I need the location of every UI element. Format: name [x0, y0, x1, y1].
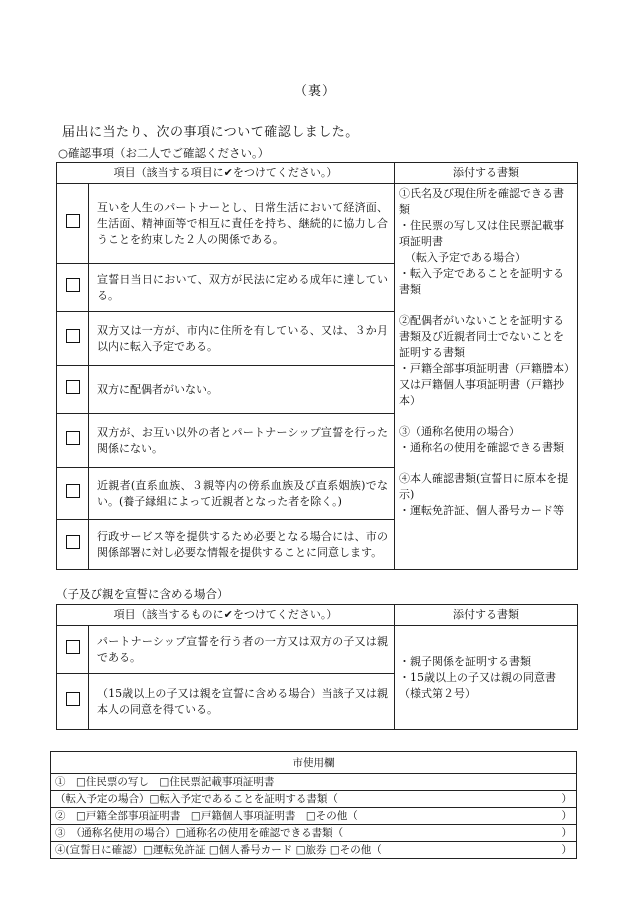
checkbox-cell[interactable] [57, 312, 89, 366]
table1-header-item: 項目（該当する項目に✔をつけてください。） [57, 163, 395, 184]
item-not-relatives: 近親者(直系血族、３親等内の傍系血族及び直系姻族)でない。(養子縁組によって近親者となった者を除く。) [89, 468, 395, 520]
attach-b1-item1: ・住民票の写し又は住民票記載事項証明書 [399, 219, 564, 248]
attach-block-2 [399, 313, 573, 409]
attach-b1-item2: ・転入予定であることを証明する書類 [399, 267, 564, 296]
checkbox-consent-15[interactable] [66, 692, 80, 706]
attach-b4-item1: ・運転免許証、個人番号カード等 [399, 504, 564, 517]
attach-documents-cell [395, 184, 578, 570]
city-use-line3-text: ② □戸籍全部事項証明書 □戸籍個人事項証明書 □その他（ [55, 810, 358, 822]
confirmation-table [56, 162, 578, 570]
attach-b4-title: ④本人確認書類(宣誓日に原本を提示) [399, 472, 569, 501]
item-residence: 双方又は一方が、市内に住所を有している、又は、３か月以内に転入予定である。 [89, 312, 395, 366]
attach-b3-item1: ・通称名の使用を確認できる書類 [399, 441, 564, 454]
attach-b1-title: ①氏名及び現住所を確認できる書類 [399, 187, 564, 216]
checkbox-info-consent[interactable] [66, 535, 80, 549]
city-use-title: 市使用欄 [51, 752, 577, 774]
checkbox-cell[interactable] [57, 414, 89, 468]
city-use-line2 [51, 791, 577, 808]
section-confirmation-label: ○確認事項（お二人でご確認ください。） [58, 146, 270, 160]
attach-b2-title: ②配偶者がいないことを証明する書類及び近親者同士でないことを証明する書類 [399, 314, 564, 359]
city-use-line2-text: （転入予定の場合）□転入予定であることを証明する書類（ [55, 793, 338, 805]
city-use-line3-close: ） [561, 810, 572, 822]
item-adult: 宣誓日当日において、双方が民法に定める成年に達している。 [89, 264, 395, 312]
item-no-other-partnership: 双方が、お互い以外の者とパートナーシップ宣誓を行った関係にない。 [89, 414, 395, 468]
item-no-spouse: 双方に配偶者がいない。 [89, 366, 395, 414]
attach-b3-title: ③（通称名使用の場合） [399, 425, 520, 438]
checkbox-cell[interactable] [57, 468, 89, 520]
item-relationship: 互いを人生のパートナーとし、日常生活において経済面、生活面、精神面等で相互に責任を持ち、継続的に協力し合うことを約束した２人の関係である。 [89, 184, 395, 264]
checkbox-residence[interactable] [66, 329, 80, 343]
table2-attach-line1: ・親子関係を証明する書類 [399, 654, 531, 668]
city-use-line5 [51, 842, 577, 859]
city-use-table [50, 751, 577, 859]
item-child-parent: パートナーシップ宣誓を行う者の一方又は双方の子又は親である。 [89, 626, 395, 674]
checkbox-cell[interactable] [57, 366, 89, 414]
children-parents-table [56, 604, 578, 730]
attach-block-3 [399, 424, 573, 456]
city-use-line1: ① □住民票の写し □住民票記載事項証明書 [51, 774, 577, 791]
city-use-line4 [51, 825, 577, 842]
checkbox-cell[interactable] [57, 184, 89, 264]
checkbox-no-other-partnership[interactable] [66, 431, 80, 445]
intro-text: 届出に当たり、次の事項について確認しました。 [62, 125, 359, 140]
checkbox-cell[interactable] [57, 626, 89, 674]
attach-b2-item1: ・戸籍全部事項証明書（戸籍謄本）又は戸籍個人事項証明書（戸籍抄本） [399, 362, 570, 407]
city-use-line2-close: ） [561, 793, 572, 805]
table2-attach-cell [395, 626, 578, 730]
checkbox-cell[interactable] [57, 264, 89, 312]
city-use-line4-close: ） [561, 827, 572, 839]
checkbox-child-parent[interactable] [66, 640, 80, 654]
checkbox-adult[interactable] [66, 278, 80, 292]
checkbox-cell[interactable] [57, 520, 89, 570]
table2-header-item: 項目（該当するものに✔をつけてください。） [57, 605, 395, 626]
attach-b1-note: （転入予定である場合） [405, 251, 526, 264]
item-info-consent: 行政サービス等を提供するため必要となる場合には、市の関係部署に対し必要な情報を提供することに同意します。 [89, 520, 395, 570]
checkbox-cell[interactable] [57, 674, 89, 730]
city-use-line5-text: ④(宣誓日に確認）□運転免許証 □個人番号カード □旅券 □その他（ [55, 844, 382, 856]
checkbox-relationship[interactable] [66, 214, 80, 228]
city-use-line4-text: ③ （通称名使用の場合）□通称名の使用を確認できる書類（ [55, 827, 344, 839]
table2-header-attach: 添付する書類 [395, 605, 578, 626]
table1-header-attach: 添付する書類 [395, 163, 578, 184]
city-use-line3 [51, 808, 577, 825]
city-use-line5-close: ） [561, 844, 572, 856]
attach-block-4 [399, 471, 573, 519]
checkbox-no-spouse[interactable] [66, 380, 80, 394]
section-children-parents-label: （子及び親を宣誓に含める場合） [56, 587, 229, 601]
page-side-label: （裏） [293, 84, 336, 99]
checkbox-not-relatives[interactable] [66, 484, 80, 498]
attach-block-1 [399, 186, 573, 298]
item-consent-15: （15歳以上の子又は親を宣誓に含める場合）当該子又は親本人の同意を得ている。 [89, 674, 395, 730]
table2-attach-line2: ・15歳以上の子又は親の同意書（様式第２号） [399, 670, 556, 700]
